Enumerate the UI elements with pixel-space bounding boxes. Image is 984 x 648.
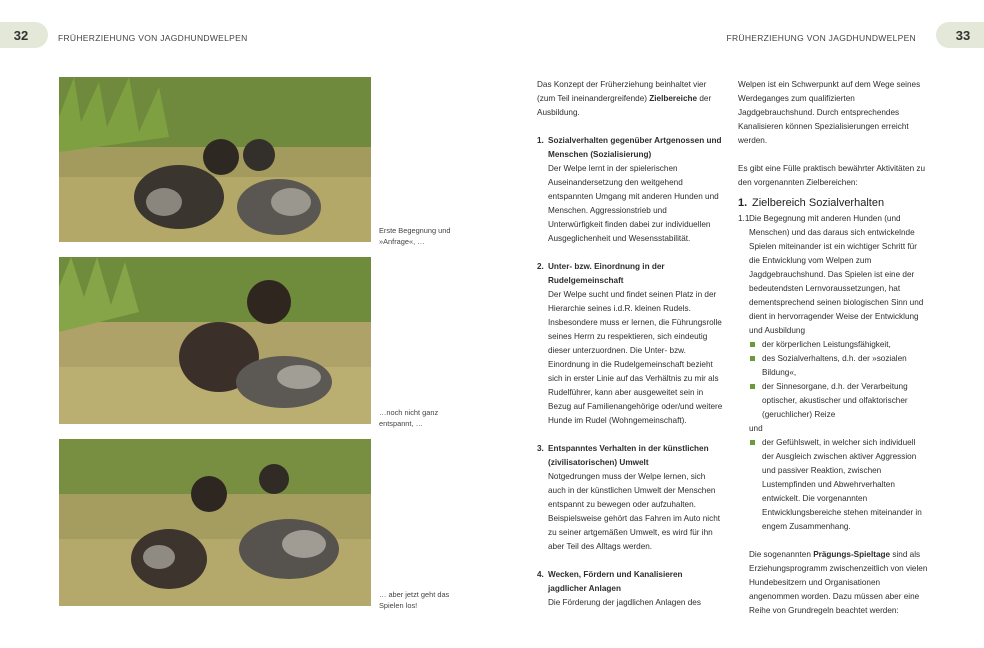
bullet-item: der körperlichen Leistungsfähigkeit, (749, 338, 928, 352)
running-head-left: FRÜHERZIEHUNG VON JAGDHUNDWELPEN (58, 33, 248, 43)
item-title: Wecken, Fördern und Kanalisieren jagdlicher Anlagen (548, 570, 683, 593)
page-number-left: 32 (0, 22, 48, 48)
list-item-2: 2. Unter- bzw. Einordnung in der Rudelgemeinschaft Der Welpe sucht und findet seinen Platz in der Hierarchie seines i.d.R. kleinen Rudels. Insbesondere muss er lernen, die Führungsrolle seines Herrn zu respektieren, sich eindeutig dieser unterzuordnen. Die Unter- bzw. Einordnung in die Rudelgemeinschaft bezieht sich in erster Linie auf das Verhältnis zu mir als Rudelführer, kann aber ausgeweitet sein in Bezug auf Familienangehörige oder/und weitere Hunde im Rudel (Wohngemeinschaft). (537, 260, 723, 428)
bullet-square-icon (750, 356, 755, 361)
item-title: Sozialverhalten gegenüber Artgenossen und Menschen (Sozialisierung) (548, 136, 722, 159)
bullet-square-icon (750, 440, 755, 445)
photo-puppies-2 (59, 257, 371, 424)
item-title: Unter- bzw. Einordnung in der Rudelgemeinschaft (548, 262, 665, 285)
list-item-3: 3. Entspanntes Verhalten in der künstlichen (zivilisatorischen) Umwelt Notgedrungen muss der Welpe lernen, sich auch in der künstlichen Umwelt der Menschen entspannt zu bewegen oder aufzuhalten. Beispielsweise gehört das Fahren im Auto nicht zu seiner artgemäßen Umwelt, es wird für ihn aber Teil des Alltags werden. (537, 442, 723, 554)
bullet-item: der Sinnesorgane, d.h. der Verarbeitung optischer, akustischer und olfaktorischer (geruchlicher) Reize (749, 380, 928, 422)
bullet-item: der Gefühlswelt, in welcher sich individuell der Ausgleich zwischen aktiver Aggression und passiver Reaktion, zwischen Lustempfinden und Abwehrverhalten entwickelt. Die vorgenannten Entwicklungsbereiche stehen miteinander in engem Zusammenhang. (738, 436, 928, 534)
caption-3: … aber jetzt geht das Spielen los! (379, 590, 450, 610)
item-text: Die Förderung der jagdlichen Anlagen des (548, 598, 701, 607)
item-text: Notgedrungen muss der Welpe lernen, sich auch in der künstlichen Umwelt der Menschen entspannt zu bewegen oder aufzuhalten. Beispielsweise gehört das Fahren im Auto nicht zu seiner artgemäßen Umwelt, es wird für ihn aber Teil des Alltags werden. (548, 472, 721, 551)
bullet-square-icon (750, 342, 755, 347)
page-number-right: 33 (936, 22, 984, 48)
caption-1: Erste Begegnung und »Anfrage«, … (379, 226, 451, 246)
bullet-item: des Sozialverhaltens, d.h. der »sozialen Bildung«, (749, 352, 928, 380)
section-heading: 1. Zielbereich Sozialverhalten (738, 197, 885, 209)
item-text: Der Welpe sucht und findet seinen Platz in der Hierarchie seines i.d.R. kleinen Rudels. Insbesondere muss er lernen, die Führungsrolle seines Herrn zu respektieren, sich eindeutig dieser unterzuordnen. Die Unter- bzw. Einordnung in die Rudelgemeinschaft bezieht sich in erster Linie auf das Verhältnis zu mir als Rudelführer, kann aber ausgeweitet sein in Bezug auf Familienangehörige oder/und weitere Hunde im Rudel (Wohngemeinschaft). (548, 290, 723, 425)
photo-puppies-1 (59, 77, 371, 242)
subsection-1-1: 1.1 Die Begegnung mit anderen Hunden (und Menschen) und das daraus sich entwickelnde Spielen miteinander ist ein wichtiger Schritt für die Entwicklung vom Welpen zum Jagdgebrauchshund. Das Spielen ist eine der bedeutendsten Lernvoraussetzungen, hat dementsprechend seinen biologischen Sinn und dient in hervorragender Weise der Entwicklung und Ausbildung der körperlichen Leistungsfähigkeit, des Sozialverhaltens, d.h. der »sozialen Bildung«, der Sinnesorgane, d.h. der Verarbeitung optischer, akustischer und olfaktorischer (geruchlicher) Reize (738, 212, 928, 422)
final-paragraph: Die sogenannten Prägungs-Spieltage sind als Erziehungsprogramm zwischenzeitlich von vielen Hundebesitzern und Organisationen angenommen worden. Dazu müssen aber eine Reihe von Grundregeln beachtet werden: (749, 550, 928, 615)
running-head-right: FRÜHERZIEHUNG VON JAGDHUNDWELPEN (726, 33, 916, 43)
text-column-1 (537, 78, 723, 624)
item-text: Der Welpe lernt in der spielerischen Auseinandersetzung den weitgehend entspannten Umgang mit anderen Hunden und Menschen. Aggressionstrieb und Unterwürfigkeit finden dabei zur individuellen Ausgeglichenheit und Wesensstabilität. (548, 164, 719, 243)
text-column-2 (738, 78, 928, 632)
caption-2: …noch nicht ganz entspannt, … (379, 408, 439, 428)
und-line: und (749, 424, 763, 433)
item-title: Entspanntes Verhalten in der künstlichen (zivilisatorischen) Umwelt (548, 444, 709, 467)
list-item-1: 1. Sozialverhalten gegenüber Artgenossen und Menschen (Sozialisierung) Der Welpe lernt in der spielerischen Auseinandersetzung den weitgehend entspannten Umgang mit anderen Hunden und Menschen. Aggressionstrieb und Unterwürfigkeit finden dabei zur individuellen Ausgeglichenheit und Wesensstabilität. (537, 134, 723, 246)
continuation-paragraph: Welpen ist ein Schwerpunkt auf dem Wege seines Werdeganges zum qualifizierten Jagdgebrauchshund. Durch entsprechendes Kanalisieren können Spezialisierungen erreicht werden. (738, 80, 921, 145)
aktivitaeten-paragraph: Es gibt eine Fülle praktisch bewährter Aktivitäten zu den vorgenannten Zielbereichen: (738, 164, 926, 187)
bullet-square-icon (750, 384, 755, 389)
intro-paragraph: Das Konzept der Früherziehung beinhaltet vier (zum Teil ineinandergreifende) Zielbereiche der Ausbildung. (537, 80, 712, 117)
photo-puppies-3 (59, 439, 371, 606)
list-item-4: 4. Wecken, Fördern und Kanalisieren jagdlicher Anlagen Die Förderung der jagdlichen Anlagen des (537, 568, 723, 610)
